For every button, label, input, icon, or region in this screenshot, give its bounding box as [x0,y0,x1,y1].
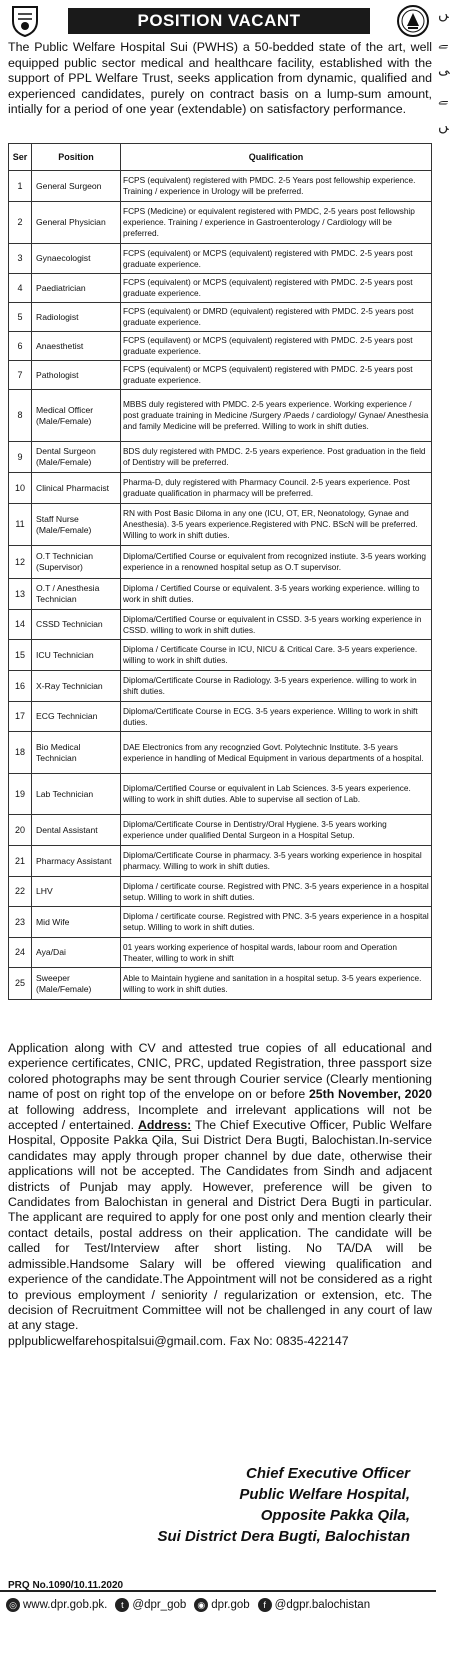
instagram-handle[interactable]: dpr.gob [211,1599,250,1611]
table-row [9,846,432,877]
qualification-cell: FCPS (equivalent) registered with PMDC. 2-5 Years post fellowship experience. Training / experience in Urology will be preferred. [121,171,432,202]
signature-line-2: Public Welfare Hospital, [239,1486,410,1503]
left-emblem-icon [8,4,42,38]
position-cell: LHV [32,877,121,907]
position-cell: Gynaecologist [32,244,121,274]
intro-paragraph: The Public Welfare Hospital Sui (PWHS) a 50-bedded state of the art, well equipped public sector medical and healthcare facility, established with the support of PPL Welfare Trust, seeks application from dynamic, qualified and experienced candidates, purely on contract basis on a lump-sum amount, intially for a period of one year (extendable) on satisfactory performance. [8,40,432,116]
position-cell: General Physician [32,202,121,244]
qualification-cell: Diploma/Certified Course or equivalent in Lab Sciences. 3-5 years experience. willing to work in shift duties. Able to supervise all section of Lab. [121,774,432,815]
qualification-cell: BDS duly registered with PMDC. 2-5 years experience. Post graduation in the field of Dentistry will be preferred. [121,442,432,473]
serial-cell: 9 [9,442,32,473]
qualification-cell: FCPS (equivalent) or DMRD (equivalent) registered with PMDC. 2-5 years post graduate experience. [121,303,432,332]
serial-cell: 4 [9,274,32,303]
table-row [9,702,432,732]
table-row [9,579,432,610]
position-cell: Pathologist [32,361,121,390]
twitter-handle[interactable]: @dpr_gob [132,1599,187,1611]
position-cell: Mid Wife [32,907,121,938]
position-cell: Pharmacy Assistant [32,846,121,877]
position-cell: Sweeper (Male/Female) [32,968,121,1000]
instructions-part-2: at following address, Incomplete and irrelevant applications will not be accepted / entertained. [8,1102,432,1133]
qualification-cell: Diploma/Certified Course or equivalent from recognized instiute. 3-5 years working experience in a renowned hospital setup as O.T supervisor. [121,546,432,579]
qualification-cell: FCPS (equivalent) or MCPS (equivalent) registered with PMDC. 2-5 years post graduate experience. [121,274,432,303]
social-bar [0,1590,436,1618]
serial-cell: 20 [9,815,32,846]
serial-cell: 8 [9,390,32,442]
qualification-cell: Diploma / Certificate Course in ICU, NICU & Critical Care. 3-5 years experience. willing to work in shift duties. [121,640,432,671]
contact-line: pplpublicwelfarehospitalsui@gmail.com. Fax No: 0835-422147 [8,1333,349,1348]
qualification-cell: MBBS duly registered with PMDC. 2-5 years experience. Working experience / post graduate training in Medicine /Surgery /Paeds / cardiology/ Gynae/ Anesthesia and family Medicine will be preferred. Willing to work in shift duties. [121,390,432,442]
position-cell: O.T / Anesthesia Technician [32,579,121,610]
qualification-cell: Diploma/Certified Course or equivalent in CSSD. 3-5 years working experience in CSSD. willing to work in shift duties. [121,610,432,640]
serial-cell: 14 [9,610,32,640]
serial-cell: 18 [9,732,32,774]
qualification-cell: FCPS (equilavent) or MCPS (equivalent) registered with PMDC. 2-5 years post graduate experience. [121,332,432,361]
table-row [9,244,432,274]
table-row [9,171,432,202]
position-cell: Dental Assistant [32,815,121,846]
instructions-part-1: Application along with CV and attested true copies of all educational and experience certificates, CNIC, PRC, updated Registration, three passport size colored photographs may be sent through Courier service (Clearly mentioning name of post on right top of the envelope on or before [8,1041,432,1102]
table-row [9,303,432,332]
position-cell: Bio Medical Technician [32,732,121,774]
table-row [9,274,432,303]
qualification-cell: FCPS (Medicine) or equivalent registered with PMDC, 2-5 years post fellowship experience. Training / experience in Gastroenterology / Cardiology will be preferred. [121,202,432,244]
signature-line-4: Sui District Dera Bugti, Balochistan [157,1528,410,1545]
serial-cell: 2 [9,202,32,244]
position-cell: Anaesthetist [32,332,121,361]
serial-cell: 12 [9,546,32,579]
signature-line-1: Chief Executive Officer [246,1465,410,1482]
globe-icon: ◎ [6,1598,20,1612]
qualification-cell: Diploma / certificate course. Registred with PNC. 3-5 years experience in a hospital setup. Willing to work in shift duties. [121,877,432,907]
table-row [9,968,432,1000]
table-row [9,610,432,640]
position-cell: Staff Nurse (Male/Female) [32,504,121,546]
position-cell: O.T Technician (Supervisor) [32,546,121,579]
position-cell: Paediatrician [32,274,121,303]
qualification-cell: RN with Post Basic Diloma in any one (ICU, OT, ER, Neonatology, Gynae and Anesthesia). 3-5 years experience.Registered with PNC. BScN will be preferred. Willing to work in shift duties. [121,504,432,546]
website-link[interactable]: www.dpr.gob.pk. [23,1599,108,1611]
twitter-icon: t [115,1598,129,1612]
table-row [9,361,432,390]
qualification-cell: 01 years working experience of hospital wards, labour room and Operation Theater, willing to work in shift [121,938,432,968]
table-row [9,877,432,907]
table-row [9,504,432,546]
serial-cell: 22 [9,877,32,907]
qualification-cell: Diploma/Certificate Course in Dentistry/Oral Hygiene. 3-5 years working experience under qualified Dental Surgeon in a Hospital Setup. [121,815,432,846]
qualification-cell: FCPS (equivalent) or MCPS (equivalent) registered with PMDC. 2-5 years post graduate experience. [121,361,432,390]
facebook-icon: f [258,1598,272,1612]
table-row [9,442,432,473]
serial-cell: 7 [9,361,32,390]
serial-cell: 5 [9,303,32,332]
application-instructions [8,1041,432,1349]
prq-number: PRQ No.1090/10.11.2020 [8,1580,124,1591]
facebook-handle[interactable]: @dgpr.balochistan [274,1599,371,1611]
serial-cell: 23 [9,907,32,938]
header-position: Position [32,144,121,171]
adjacent-ad-fragment: ﮟ ﮯ ﯽ ﮯ ﮟ [438,6,450,134]
table-row [9,671,432,702]
serial-cell: 1 [9,171,32,202]
right-emblem-icon [396,4,430,38]
positions-table [8,143,432,1000]
address-label: Address: [137,1118,192,1133]
position-cell: ICU Technician [32,640,121,671]
header-serial: Ser [9,144,32,171]
position-cell: Medical Officer (Male/Female) [32,390,121,442]
position-cell: General Surgeon [32,171,121,202]
table-row [9,390,432,442]
table-row [9,473,432,504]
table-row [9,332,432,361]
serial-cell: 21 [9,846,32,877]
position-cell: X-Ray Technician [32,671,121,702]
qualification-cell: Able to Maintain hygiene and sanitation in a hospital setup. 3-5 years experience. willing to work in shift duties. [121,968,432,1000]
table-row [9,774,432,815]
table-row [9,202,432,244]
qualification-cell: FCPS (equivalent) or MCPS (equivalent) registered with PMDC. 2-5 years post graduate experience. [121,244,432,274]
table-row [9,546,432,579]
position-cell: Aya/Dai [32,938,121,968]
serial-cell: 16 [9,671,32,702]
table-row [9,938,432,968]
table-row [9,640,432,671]
table-row [9,907,432,938]
serial-cell: 19 [9,774,32,815]
position-cell: Clinical Pharmacist [32,473,121,504]
table-header-row [9,144,432,171]
serial-cell: 6 [9,332,32,361]
serial-cell: 11 [9,504,32,546]
position-cell: Dental Surgeon (Male/Female) [32,442,121,473]
qualification-cell: Diploma / certificate course. Registred with PNC. 3-5 years experience in a hospital setup. Willing to work in shift duties. [121,907,432,938]
signature-line-3: Opposite Pakka Qila, [260,1507,410,1524]
qualification-cell: Diploma/Certificate Course in pharmacy. 3-5 years working experience in hospital pharmacy. Willing to work in shift duties. [121,846,432,877]
deadline-date: 25th November, 2020 [308,1087,432,1102]
qualification-cell: Diploma/Certificate Course in Radiology. 3-5 years experience. willing to work in shift duties. [121,671,432,702]
qualification-cell: DAE Electronics from any recognzied Govt. Polytechnic Institute. 3-5 years experience in handling of Medical Equipment in various departments of a hospital. [121,732,432,774]
qualification-cell: Diploma/Certificate Course in ECG. 3-5 years experience. Willing to work in shift duties. [121,702,432,732]
header-qualification: Qualification [121,144,432,171]
qualification-cell: Pharma-D, duly registered with Pharmacy Council. 2-5 years experience. Post graduate qualification in pharmacy will be preferred. [121,473,432,504]
serial-cell: 24 [9,938,32,968]
instagram-icon: ◉ [194,1598,208,1612]
serial-cell: 17 [9,702,32,732]
position-cell: Radiologist [32,303,121,332]
serial-cell: 15 [9,640,32,671]
serial-cell: 13 [9,579,32,610]
position-cell: Lab Technician [32,774,121,815]
serial-cell: 10 [9,473,32,504]
position-cell: ECG Technician [32,702,121,732]
qualification-cell: Diploma / Certified Course or equivalent. 3-5 years working experience. willing to work in shift duties. [121,579,432,610]
table-row [9,732,432,774]
header [8,4,430,40]
position-cell: CSSD Technician [32,610,121,640]
serial-cell: 3 [9,244,32,274]
signature-block [157,1463,410,1547]
serial-cell: 25 [9,968,32,1000]
table-row [9,815,432,846]
page-title: POSITION VACANT [68,8,370,34]
instructions-part-3: The Chief Executive Officer, Public Welfare Hospital, Opposite Pakka Qila, Sui District Dera Bugti, Balochistan.In-service candidates may apply through proper channel by due date, otherwise their applications will not be accepted. The Candidates from Sindh and adjacent districts of Punjab may apply. However, preference will be given to Candidates from Balochistan in general and District Dera Bugti in particular. The applicant are required to apply for one post only and mention clearly their contact details, postal address on their application. The candidate will be called for Test/Interview after short listing. No TA/DA will be admissible.Handsome Salary will be offered viewing qualification and experience of the candidate.The Appointment will not be considered as a right to previous employment / seniority / regularization or extension, etc. The decision of Recruitment Committee will not be challenged in any court of law at any stage. [8,1118,432,1333]
